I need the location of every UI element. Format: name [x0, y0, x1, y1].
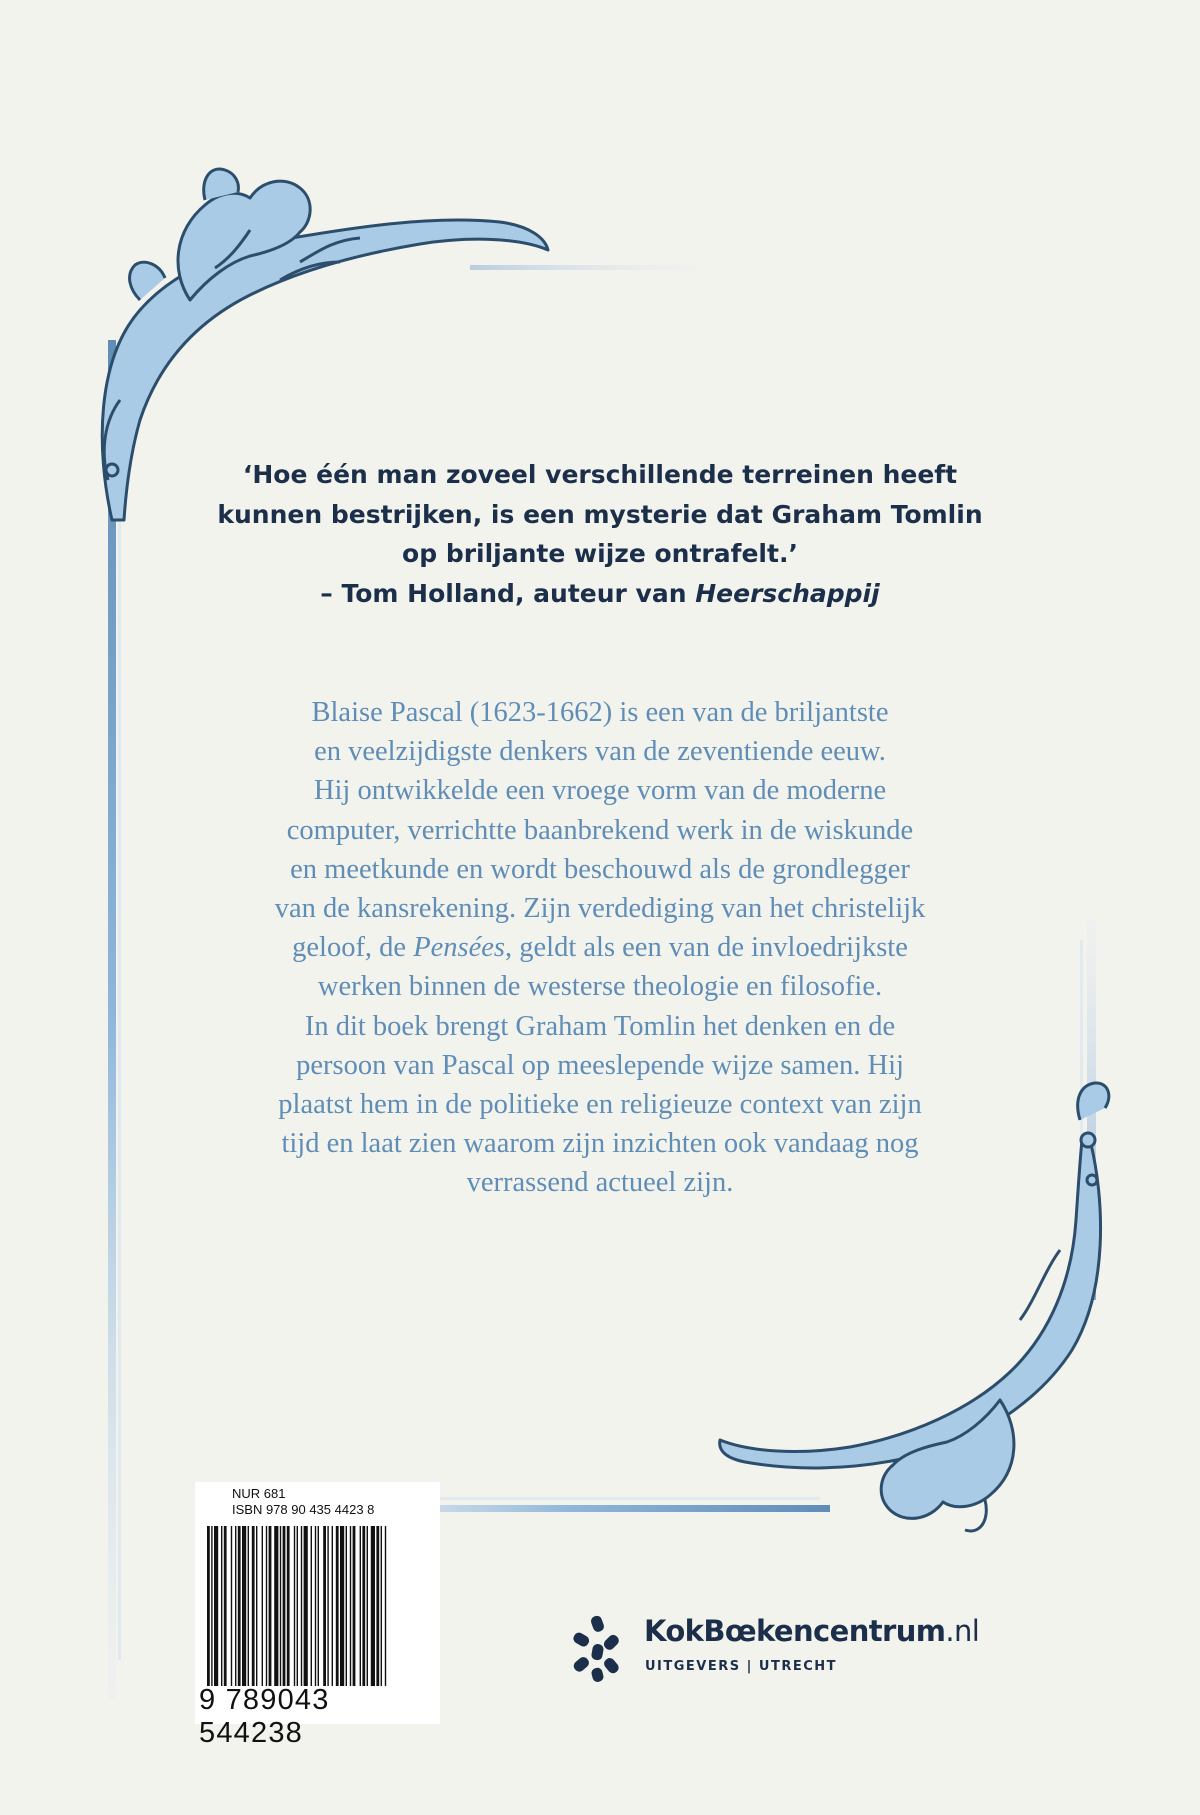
barcode-bar	[248, 1526, 249, 1686]
attribution-author: – Tom Holland, auteur van	[320, 578, 696, 608]
description-line: persoon van Pascal op meeslepende wijze samen. Hij	[296, 1049, 904, 1081]
barcode-bar	[214, 1526, 218, 1686]
description-line: van de kansrekening. Zijn verdediging van het christelijk	[274, 893, 926, 925]
description-line: computer, verrichtte baanbrekend werk in de wiskunde	[286, 814, 914, 846]
barcode-bar	[360, 1526, 361, 1686]
barcode-bar	[315, 1526, 316, 1686]
barcode-bar	[340, 1526, 344, 1686]
barcode-bar	[269, 1526, 272, 1686]
description-line: verrassend actueel zijn.	[466, 1167, 734, 1199]
barcode-bar	[367, 1526, 368, 1686]
publisher-logo	[570, 1608, 1010, 1688]
frame-top-rule	[470, 265, 730, 270]
pensees-title: Pensées	[413, 932, 506, 964]
nur-code: NUR 681	[232, 1486, 286, 1501]
quote-attribution	[200, 574, 1000, 614]
attribution-work-title: Heerschappij	[695, 578, 880, 608]
barcode-bar	[266, 1526, 267, 1686]
barcode-bar	[336, 1526, 339, 1686]
description-line: Blaise Pascal (1623-1662) is een van de briljantste	[311, 697, 889, 728]
barcode-bar	[323, 1526, 326, 1686]
barcode-bars	[205, 1526, 435, 1686]
isbn-barcode	[195, 1482, 440, 1749]
barcode-bar	[235, 1526, 236, 1686]
barcode-bar	[385, 1526, 386, 1686]
publisher-tld: .nl	[945, 1614, 980, 1648]
isbn-number: ISBN 978 90 435 4423 8	[232, 1502, 375, 1517]
description-line: geloof, de Pensées, geldt als een van de invloedrijkste	[292, 932, 908, 964]
barcode-bar	[274, 1526, 278, 1686]
quote-line: ‘Hoe één man zoveel verschillende terreinen heeft	[242, 460, 958, 489]
quote-line: kunnen bestrijken, is een mysterie dat Graham Tomlin	[217, 499, 983, 529]
barcode-bar	[207, 1526, 210, 1686]
publisher-mark-icon	[570, 1612, 626, 1686]
barcode-bar	[371, 1526, 375, 1686]
barcode-bar	[332, 1526, 333, 1686]
barcode-bar	[301, 1526, 302, 1686]
barcode-bar	[262, 1526, 263, 1686]
barcode-bar	[304, 1526, 308, 1686]
barcode-bar	[311, 1526, 312, 1686]
description-line: plaatst hem in de politieke en religieuze context van zijn	[278, 1089, 922, 1121]
quote-line: op briljante wijze ontrafelt.’	[402, 539, 798, 568]
description-line: en veelzijdigste denkers van de zeventiende eeuw.	[314, 736, 886, 768]
barcode-bar	[376, 1526, 379, 1686]
barcode-bar	[221, 1526, 222, 1686]
description-line: en meetkunde en wordt beschouwd als de grondlegger	[290, 853, 910, 885]
barcode-bar	[211, 1526, 212, 1686]
barcode-bar	[242, 1526, 246, 1686]
barcode-bar	[287, 1526, 290, 1686]
barcode-bar	[318, 1526, 319, 1686]
description-line: tijd en laat zien waarom zijn inzichten ook vandaag nog	[281, 1128, 919, 1160]
barcode-bar	[294, 1526, 295, 1686]
barcode-bar	[283, 1526, 286, 1686]
barcode-bar	[252, 1526, 255, 1686]
barcode-bar	[297, 1526, 298, 1686]
barcode-digits: 9 789043 544238	[199, 1684, 330, 1749]
barcode-bar	[362, 1526, 365, 1686]
barcode-bar	[224, 1526, 227, 1686]
barcode-bar	[327, 1526, 328, 1686]
publisher-subtitle: UITGEVERS | UTRECHT	[645, 1659, 838, 1674]
publisher-name: KokBœkencentrum	[644, 1614, 946, 1648]
description-line: werken binnen de westerse theologie en filosofie.	[317, 971, 883, 1003]
barcode-bar	[346, 1526, 347, 1686]
barcode-bar	[231, 1526, 232, 1686]
book-description	[200, 693, 1000, 1203]
endorsement-quote	[200, 455, 1000, 613]
barcode-bar	[381, 1526, 382, 1686]
barcode-bar	[280, 1526, 281, 1686]
barcode-bar	[350, 1526, 351, 1686]
description-line: Hij ontwikkelde een vroege vorm van de moderne	[313, 775, 887, 807]
barcode-bar	[256, 1526, 257, 1686]
description-line: In dit boek brengt Graham Tomlin het denken en de	[304, 1010, 896, 1042]
barcode-bar	[238, 1526, 241, 1686]
frame-left-rule	[108, 340, 116, 1700]
barcode-bar	[353, 1526, 356, 1686]
